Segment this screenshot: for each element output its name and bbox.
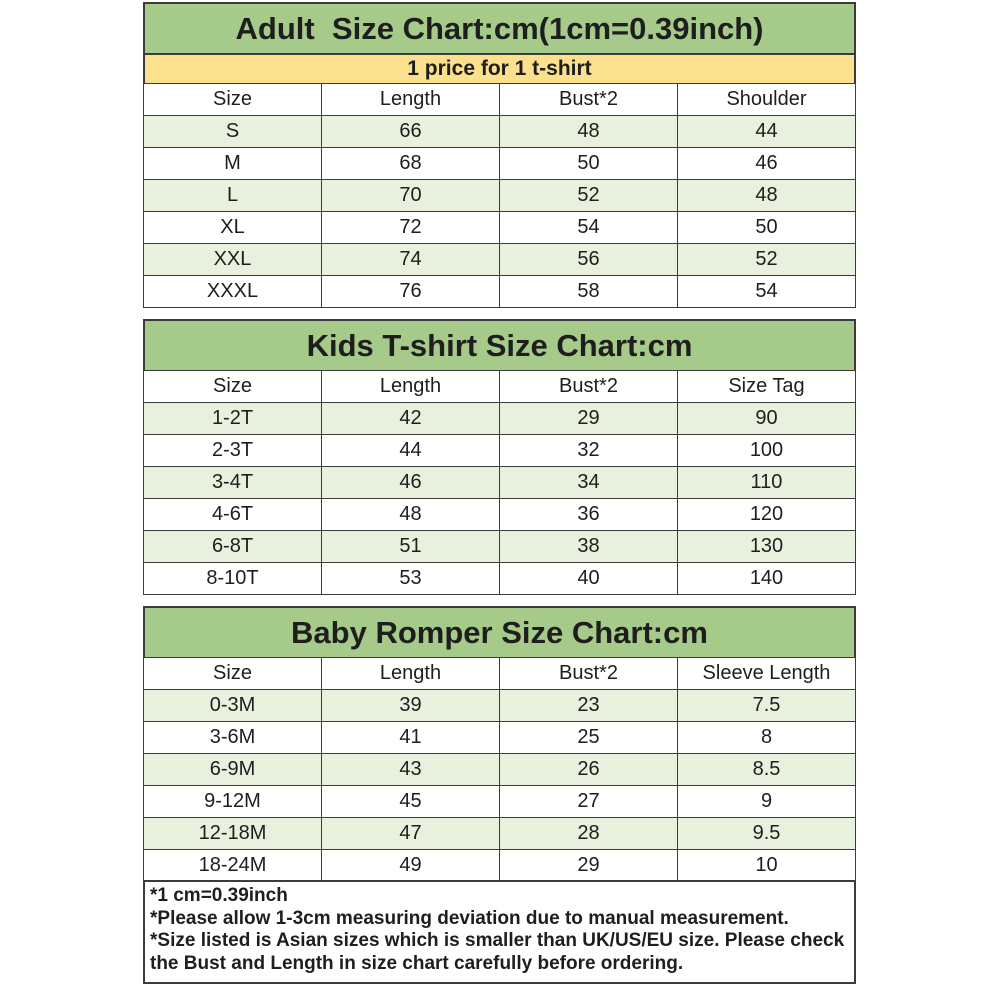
size-cell: 8-10T bbox=[144, 563, 322, 595]
table-row bbox=[144, 563, 856, 595]
size-cell: 18-24M bbox=[144, 850, 322, 882]
length-cell: 51 bbox=[322, 531, 500, 563]
size-tag-cell: 100 bbox=[678, 435, 856, 467]
length-cell: 70 bbox=[322, 180, 500, 212]
table-row bbox=[144, 148, 856, 180]
size-cell: 3-6M bbox=[144, 722, 322, 754]
bust-cell: 28 bbox=[500, 818, 678, 850]
table-row bbox=[144, 116, 856, 148]
header-row bbox=[144, 371, 856, 403]
bust-cell: 29 bbox=[500, 850, 678, 882]
bust-cell: 58 bbox=[500, 276, 678, 308]
column-header-bust: Bust*2 bbox=[500, 84, 678, 116]
header-row bbox=[144, 658, 856, 690]
table-row bbox=[144, 754, 856, 786]
bust-cell: 48 bbox=[500, 116, 678, 148]
bust-cell: 38 bbox=[500, 531, 678, 563]
length-cell: 66 bbox=[322, 116, 500, 148]
bust-cell: 27 bbox=[500, 786, 678, 818]
price-banner: 1 price for 1 t-shirt bbox=[143, 55, 856, 85]
table-row bbox=[144, 244, 856, 276]
size-cell: 1-2T bbox=[144, 403, 322, 435]
column-header-sleeve-length: Sleeve Length bbox=[678, 658, 856, 690]
bust-cell: 26 bbox=[500, 754, 678, 786]
footnotes-box bbox=[143, 880, 856, 984]
size-tag-cell: 130 bbox=[678, 531, 856, 563]
bust-cell: 23 bbox=[500, 690, 678, 722]
bust-cell: 56 bbox=[500, 244, 678, 276]
table-row bbox=[144, 180, 856, 212]
size-cell: 4-6T bbox=[144, 499, 322, 531]
bust-cell: 50 bbox=[500, 148, 678, 180]
size-cell: XL bbox=[144, 212, 322, 244]
length-cell: 45 bbox=[322, 786, 500, 818]
shoulder-cell: 44 bbox=[678, 116, 856, 148]
kids-size-section bbox=[143, 319, 856, 595]
bust-cell: 34 bbox=[500, 467, 678, 499]
length-cell: 47 bbox=[322, 818, 500, 850]
sleeve-length-cell: 9.5 bbox=[678, 818, 856, 850]
column-header-length: Length bbox=[322, 658, 500, 690]
size-tag-cell: 110 bbox=[678, 467, 856, 499]
size-cell: 3-4T bbox=[144, 467, 322, 499]
adult-section-title: Adult Size Chart:cm(1cm=0.39inch) bbox=[143, 2, 856, 55]
table-row bbox=[144, 722, 856, 754]
column-header-size: Size bbox=[144, 84, 322, 116]
length-cell: 42 bbox=[322, 403, 500, 435]
length-cell: 72 bbox=[322, 212, 500, 244]
table-row bbox=[144, 435, 856, 467]
table-row bbox=[144, 467, 856, 499]
table-row bbox=[144, 212, 856, 244]
length-cell: 74 bbox=[322, 244, 500, 276]
size-cell: M bbox=[144, 148, 322, 180]
footnote-cm-conversion: *1 cm=0.39inch bbox=[150, 885, 288, 906]
length-cell: 76 bbox=[322, 276, 500, 308]
length-cell: 39 bbox=[322, 690, 500, 722]
size-cell: 2-3T bbox=[144, 435, 322, 467]
shoulder-cell: 46 bbox=[678, 148, 856, 180]
length-cell: 41 bbox=[322, 722, 500, 754]
column-header-shoulder: Shoulder bbox=[678, 84, 856, 116]
shoulder-cell: 54 bbox=[678, 276, 856, 308]
bust-cell: 29 bbox=[500, 403, 678, 435]
size-cell: 0-3M bbox=[144, 690, 322, 722]
size-cell: 12-18M bbox=[144, 818, 322, 850]
size-cell: XXXL bbox=[144, 276, 322, 308]
adult-size-table bbox=[143, 83, 856, 308]
adult-size-section bbox=[143, 2, 856, 308]
sleeve-length-cell: 8 bbox=[678, 722, 856, 754]
table-row bbox=[144, 850, 856, 882]
table-row bbox=[144, 403, 856, 435]
column-header-length: Length bbox=[322, 371, 500, 403]
size-tag-cell: 120 bbox=[678, 499, 856, 531]
baby-size-section bbox=[143, 606, 856, 882]
column-header-bust: Bust*2 bbox=[500, 658, 678, 690]
bust-cell: 32 bbox=[500, 435, 678, 467]
table-row bbox=[144, 786, 856, 818]
kids-size-table bbox=[143, 370, 856, 595]
size-cell: 9-12M bbox=[144, 786, 322, 818]
baby-size-table bbox=[143, 657, 856, 882]
sleeve-length-cell: 7.5 bbox=[678, 690, 856, 722]
column-header-size: Size bbox=[144, 658, 322, 690]
length-cell: 44 bbox=[322, 435, 500, 467]
bust-cell: 40 bbox=[500, 563, 678, 595]
kids-section-title: Kids T-shirt Size Chart:cm bbox=[143, 319, 856, 372]
sleeve-length-cell: 9 bbox=[678, 786, 856, 818]
shoulder-cell: 50 bbox=[678, 212, 856, 244]
baby-section-title: Baby Romper Size Chart:cm bbox=[143, 606, 856, 659]
table-row bbox=[144, 818, 856, 850]
column-header-length: Length bbox=[322, 84, 500, 116]
footnote-measuring-deviation: *Please allow 1-3cm measuring deviation due to manual measurement. bbox=[150, 907, 789, 929]
length-cell: 53 bbox=[322, 563, 500, 595]
sleeve-length-cell: 8.5 bbox=[678, 754, 856, 786]
size-cell: XXL bbox=[144, 244, 322, 276]
column-header-bust: Bust*2 bbox=[500, 371, 678, 403]
footnote-asian-sizes: *Size listed is Asian sizes which is smaller than UK/US/EU size. Please check the Bust and Length in size chart carefully before ordering. bbox=[150, 930, 845, 974]
bust-cell: 52 bbox=[500, 180, 678, 212]
size-cell: S bbox=[144, 116, 322, 148]
table-row bbox=[144, 531, 856, 563]
table-row bbox=[144, 499, 856, 531]
size-cell: L bbox=[144, 180, 322, 212]
size-chart-sheet bbox=[143, 2, 856, 984]
shoulder-cell: 52 bbox=[678, 244, 856, 276]
size-tag-cell: 140 bbox=[678, 563, 856, 595]
length-cell: 43 bbox=[322, 754, 500, 786]
length-cell: 68 bbox=[322, 148, 500, 180]
column-header-size-tag: Size Tag bbox=[678, 371, 856, 403]
size-cell: 6-8T bbox=[144, 531, 322, 563]
bust-cell: 54 bbox=[500, 212, 678, 244]
bust-cell: 25 bbox=[500, 722, 678, 754]
column-header-size: Size bbox=[144, 371, 322, 403]
bust-cell: 36 bbox=[500, 499, 678, 531]
length-cell: 49 bbox=[322, 850, 500, 882]
size-tag-cell: 90 bbox=[678, 403, 856, 435]
sleeve-length-cell: 10 bbox=[678, 850, 856, 882]
length-cell: 48 bbox=[322, 499, 500, 531]
table-row bbox=[144, 690, 856, 722]
length-cell: 46 bbox=[322, 467, 500, 499]
table-row bbox=[144, 276, 856, 308]
shoulder-cell: 48 bbox=[678, 180, 856, 212]
header-row bbox=[144, 84, 856, 116]
size-cell: 6-9M bbox=[144, 754, 322, 786]
